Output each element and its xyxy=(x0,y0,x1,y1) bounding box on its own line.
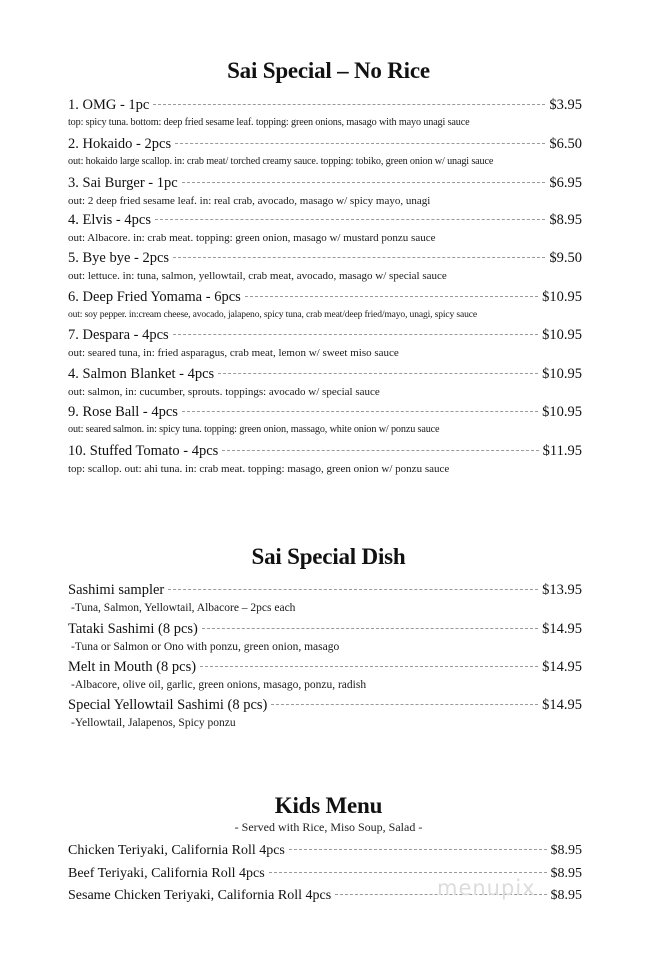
item-description: out: lettuce. in: tuna, salmon, yellowtail, crab meat, avocado, masago w/ special sauce xyxy=(68,270,447,282)
item-description: out: salmon, in: cucumber, sprouts. toppings: avocado w/ special sauce xyxy=(68,386,380,398)
item-description: top: scallop. out: ahi tuna. in: crab meat. topping: masago, green onion w/ ponzu sauce xyxy=(68,463,450,475)
menu-item xyxy=(68,443,582,476)
menu-item xyxy=(68,582,582,615)
item-name: Sesame Chicken Teriyaki, California Roll 4pcs xyxy=(68,888,332,903)
item-name: Melt in Mouth (8 pcs) xyxy=(68,659,197,675)
item-price: $3.95 xyxy=(549,97,582,113)
dotted-leader xyxy=(155,219,545,220)
item-name: Chicken Teriyaki, California Roll 4pcs xyxy=(68,843,285,858)
dotted-leader xyxy=(182,411,538,412)
item-price: $8.95 xyxy=(550,888,582,903)
menu-item xyxy=(68,97,582,130)
item-name: Sashimi sampler xyxy=(68,582,165,598)
dotted-leader xyxy=(202,628,538,629)
menu-item xyxy=(68,621,582,654)
item-price: $10.95 xyxy=(542,289,582,305)
item-name: 3. Sai Burger - 1pc xyxy=(68,175,178,191)
item-description: out: hokaido large scallop. in: crab meat/ torched creamy sauce. topping: tobiko, green onion w/ unagi sauce xyxy=(68,156,494,167)
section-title-special-dish: Sai Special Dish xyxy=(251,544,406,569)
dotted-leader xyxy=(200,666,538,667)
item-name: Beef Teriyaki, California Roll 4pcs xyxy=(68,866,265,881)
item-price: $14.95 xyxy=(542,697,582,713)
dotted-leader xyxy=(269,872,547,873)
item-name: 9. Rose Ball - 4pcs xyxy=(68,404,178,420)
item-name: Tataki Sashimi (8 pcs) xyxy=(68,621,198,637)
menu-item xyxy=(68,366,582,399)
section-title-kids-menu: Kids Menu xyxy=(274,793,383,818)
item-price: $10.95 xyxy=(542,404,582,420)
item-name: 10. Stuffed Tomato - 4pcs xyxy=(68,443,219,459)
dotted-leader xyxy=(173,257,545,258)
item-name: 1. OMG - 1pc xyxy=(68,97,150,113)
item-description: -Albacore, olive oil, garlic, green onions, masago, ponzu, radish xyxy=(71,679,367,691)
dotted-leader xyxy=(271,704,538,705)
dotted-leader xyxy=(245,296,538,297)
item-price: $8.95 xyxy=(550,866,582,881)
dotted-leader xyxy=(173,334,538,335)
dotted-leader xyxy=(168,589,538,590)
menu-item xyxy=(68,327,582,360)
dotted-leader xyxy=(289,849,547,850)
item-price: $10.95 xyxy=(542,327,582,343)
item-name: Special Yellowtail Sashimi (8 pcs) xyxy=(68,697,268,713)
item-name: 4. Elvis - 4pcs xyxy=(68,212,151,228)
item-price: $10.95 xyxy=(542,366,582,382)
item-description: out: seared salmon. in: spicy tuna. topping: green onion, massago, white onion w/ ponzu sauce xyxy=(68,424,440,435)
dotted-leader xyxy=(222,450,538,451)
item-description: out: seared tuna, in: fried asparagus, crab meat, lemon w/ sweet miso sauce xyxy=(68,347,399,359)
dotted-leader xyxy=(153,104,545,105)
section-title-no-rice: Sai Special – No Rice xyxy=(227,58,430,83)
watermark: menupix xyxy=(437,876,536,900)
item-name: 2. Hokaido - 2pcs xyxy=(68,136,172,152)
dotted-leader xyxy=(175,143,545,144)
item-description: out: Albacore. in: crab meat. topping: green onion, masago w/ mustard ponzu sauce xyxy=(68,232,436,244)
menu-item xyxy=(68,289,582,322)
item-price: $6.95 xyxy=(549,175,582,191)
item-description: -Tuna, Salmon, Yellowtail, Albacore – 2pcs each xyxy=(71,602,296,614)
item-description: out: 2 deep fried sesame leaf. in: real crab, avocado, masago w/ spicy mayo, unagi xyxy=(68,195,431,207)
item-name: 5. Bye bye - 2pcs xyxy=(68,250,170,266)
menu-item xyxy=(68,175,582,208)
menu-item xyxy=(68,404,582,437)
menu-item xyxy=(68,136,582,169)
dotted-leader xyxy=(182,182,546,183)
item-name: 7. Despara - 4pcs xyxy=(68,327,169,343)
item-description: -Tuna or Salmon or Ono with ponzu, green onion, masago xyxy=(71,641,340,653)
item-price: $13.95 xyxy=(542,582,582,598)
item-price: $14.95 xyxy=(542,621,582,637)
item-name: 6. Deep Fried Yomama - 6pcs xyxy=(68,289,241,305)
item-price: $9.50 xyxy=(549,250,582,266)
item-price: $11.95 xyxy=(542,443,582,459)
menu-item xyxy=(68,212,582,245)
item-description: -Yellowtail, Jalapenos, Spicy ponzu xyxy=(71,717,236,729)
item-name: 4. Salmon Blanket - 4pcs xyxy=(68,366,215,382)
item-price: $8.95 xyxy=(550,843,582,858)
menu-item xyxy=(68,697,582,730)
menu-item xyxy=(68,843,582,861)
item-description: top: spicy tuna. bottom: deep fried sesame leaf. topping: green onions, masago with mayo unagi sauce xyxy=(68,117,470,128)
kids-menu-subtitle: - Served with Rice, Miso Soup, Salad - xyxy=(234,820,423,834)
item-description: out: soy pepper. in:cream cheese, avocado, jalapeno, spicy tuna, crab meat/deep fried/mayo, unagi, spicy sauce xyxy=(68,309,477,320)
dotted-leader xyxy=(218,373,538,374)
menu-item xyxy=(68,250,582,283)
menu-item xyxy=(68,659,582,692)
item-price: $8.95 xyxy=(549,212,582,228)
item-price: $14.95 xyxy=(542,659,582,675)
item-price: $6.50 xyxy=(549,136,582,152)
